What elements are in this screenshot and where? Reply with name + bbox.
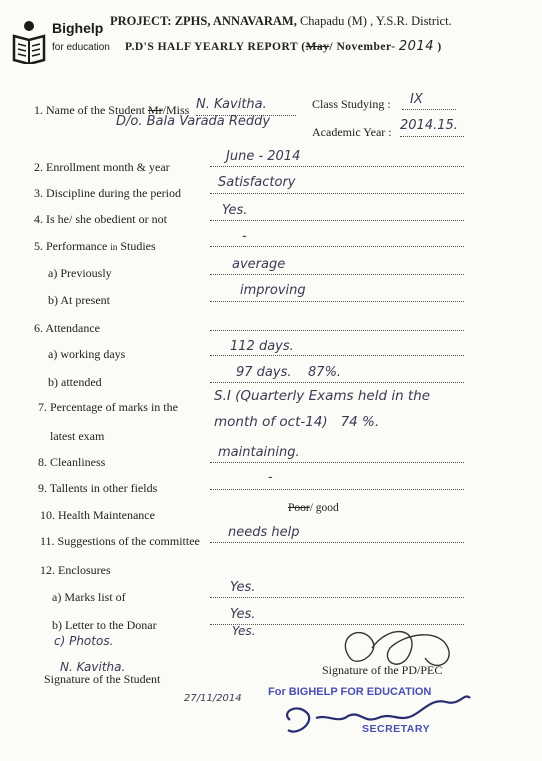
working-days-dots (210, 355, 464, 356)
previously-value: average (232, 257, 286, 272)
present-value: improving (240, 283, 306, 298)
attendance-label: 6. Attendance (34, 321, 100, 335)
suggestions-value: needs help (228, 525, 300, 540)
marks-list-value: Yes. (230, 580, 256, 595)
obedient-dots (210, 220, 464, 221)
student-signature-label: Signature of the Student (44, 672, 161, 686)
class-dots (402, 109, 456, 110)
logo-tagline: for education (52, 42, 110, 53)
letter-label: b) Letter to the Donar (52, 618, 157, 632)
academic-year-label: Academic Year : (312, 125, 392, 139)
obedient-label: 4. Is he/ she obedient or not (34, 212, 167, 226)
class-value: IX (410, 92, 423, 107)
photos-value: Yes. (232, 624, 256, 638)
attended-label: b) attended (48, 375, 102, 389)
discipline-value: Satisfactory (218, 175, 296, 190)
pd-signature-label: Signature of the PD/PEC (322, 663, 443, 677)
discipline-dots (210, 193, 464, 194)
talents-label: 9. Tallents in other fields (38, 481, 158, 495)
health-poor-struck: Poor (288, 502, 310, 514)
report-title (125, 39, 442, 54)
talents-dots (210, 489, 464, 490)
title-year: 2014 (398, 39, 434, 54)
previously-dots (210, 274, 464, 275)
health-value (288, 502, 339, 514)
percentage-value: S.I (Quarterly Exams held in the (214, 388, 431, 404)
student-signature-handwritten: N. Kavitha. (60, 660, 126, 674)
health-good: / good (309, 502, 339, 514)
working-days-label: a) working days (48, 347, 126, 361)
discipline-label: 3. Discipline during the period (34, 186, 181, 200)
project-name: PROJECT: ZPHS, ANNAVARAM, (110, 14, 297, 28)
title-end: ) (437, 41, 442, 53)
present-dots (210, 301, 464, 302)
talents-value: - (268, 470, 273, 485)
enrollment-dots (210, 166, 464, 167)
attended-dots (210, 382, 464, 383)
name-label-miss: /Miss (162, 103, 190, 117)
marks-list-dots (210, 597, 464, 598)
percentage-value-2: month of oct-14) 74 %. (214, 414, 380, 430)
health-label: 10. Health Maintenance (40, 508, 155, 522)
percentage-label: 7. Percentage of marks in the (38, 400, 178, 414)
enclosures-label: 12. Enclosures (40, 563, 111, 577)
present-label: b) At present (48, 293, 110, 307)
book-logo-icon (12, 20, 46, 64)
cleanliness-value: maintaining. (218, 445, 300, 460)
performance-dots (210, 246, 464, 247)
title-november: / November- (329, 41, 396, 53)
photos-label: c) Photos. (54, 634, 114, 648)
student-name-value: N. Kavitha. (196, 97, 267, 112)
letter-value: Yes. (230, 607, 256, 622)
academic-year-value: 2014.15. (400, 118, 458, 133)
project-location: Chapadu (M) , Y.S.R. District. (299, 14, 452, 28)
cleanliness-dots (210, 462, 464, 463)
project-heading (110, 14, 452, 29)
performance-label-pre: 5. Performance (34, 239, 108, 253)
enrollment-label: 2. Enrollment month & year (34, 160, 170, 174)
performance-label-post: Studies (120, 239, 156, 253)
title-prefix: P.D'S HALF YEARLY REPORT ( (125, 41, 306, 53)
previously-label: a) Previously (48, 266, 112, 280)
performance-label-in: in (110, 242, 118, 252)
performance-label (34, 239, 156, 254)
percentage-label-2: latest exam (50, 429, 105, 443)
class-label: Class Studying : (312, 97, 391, 111)
suggestions-label: 11. Suggestions of the committee (40, 534, 200, 548)
name-label-mr: Mr (147, 103, 163, 117)
attended-value: 97 days. 87%. (236, 365, 342, 380)
enrollment-value: June - 2014 (226, 149, 301, 164)
working-days-value: 112 days. (230, 339, 294, 354)
performance-value: - (242, 229, 247, 244)
secretary-signature-mark (268, 684, 482, 744)
pd-signature-mark (330, 618, 470, 680)
year-dots (400, 136, 464, 137)
date-handwritten: 27/11/2014 (184, 693, 242, 704)
name-label-pre: 1. Name of the Student (34, 103, 145, 117)
bighelp-logo (12, 14, 112, 66)
cleanliness-label: 8. Cleanliness (38, 455, 106, 469)
logo-name: Bighelp (52, 20, 104, 36)
student-parent-value: D/o. Bala Varada Reddy (116, 114, 271, 129)
marks-list-label: a) Marks list of (52, 590, 126, 604)
org-stamp: For BIGHELP FOR EDUCATION (268, 686, 432, 698)
obedient-value: Yes. (222, 203, 248, 218)
secretary-stamp: SECRETARY (362, 723, 431, 735)
suggestions-dots (210, 542, 464, 543)
title-may-struck: May (305, 41, 330, 53)
attendance-dots (210, 330, 464, 331)
